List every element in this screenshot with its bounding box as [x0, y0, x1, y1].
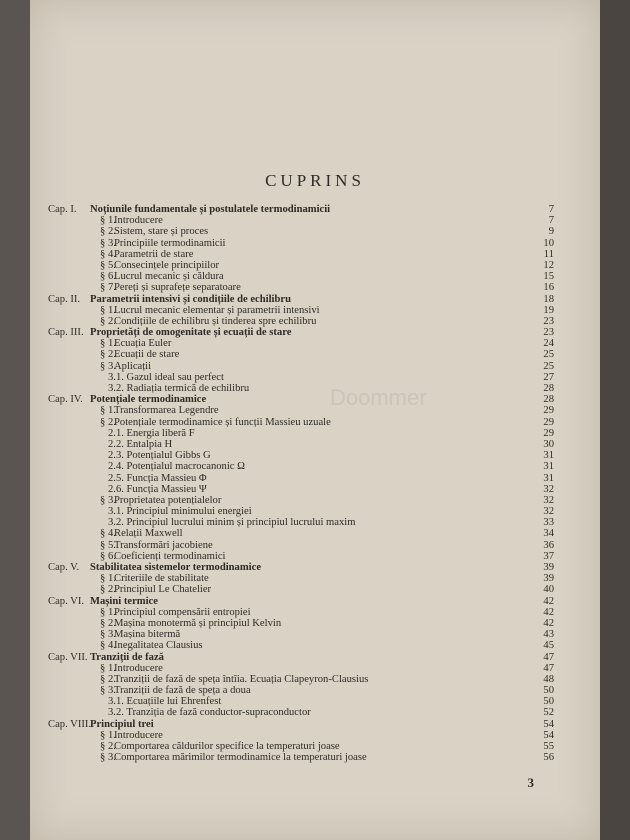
toc-entry — [48, 461, 554, 472]
toc-entry-page: 47 — [543, 651, 554, 663]
toc-entry-label: Cap. I. — [48, 204, 77, 215]
toc-entry-page: 54 — [543, 729, 554, 741]
toc-entry-label: Cap. VI. — [48, 595, 84, 607]
toc-entry-title: 3.2. Principiul lucrului minim și principiul lucrului maxim — [108, 517, 356, 529]
toc-entry-page: 37 — [543, 550, 554, 562]
toc-entry-label: Cap. VIII. — [48, 718, 92, 730]
toc-entry-page: 27 — [543, 371, 554, 383]
toc-entry-title: Mașini termice — [90, 595, 158, 607]
toc-entry — [48, 282, 554, 293]
toc-entry-page: 16 — [543, 282, 554, 294]
toc-entry — [48, 249, 554, 260]
toc-entry-label: § 2. — [100, 673, 116, 685]
toc-entry-label: § 4. — [100, 248, 116, 260]
toc-entry-title: Tranziții de fază de speța a doua — [114, 685, 251, 697]
toc-entry-page: 19 — [543, 304, 554, 316]
toc-entry-label: Cap. III. — [48, 327, 84, 339]
toc-entry — [48, 584, 554, 595]
toc-entry — [48, 696, 554, 707]
toc-entry — [48, 629, 554, 640]
toc-entry-page: 48 — [543, 673, 554, 685]
toc-entry-page: 34 — [543, 528, 554, 540]
watermark: Doommer — [330, 385, 427, 410]
toc-chapter — [48, 562, 554, 573]
toc-entry-page: 32 — [543, 483, 554, 495]
toc-entry-label: § 1. — [100, 573, 116, 585]
toc-entry — [48, 428, 554, 439]
toc-entry-page: 33 — [543, 517, 554, 529]
toc-entry — [48, 484, 554, 495]
toc-chapter — [48, 719, 554, 730]
toc-entry-page: 50 — [543, 696, 554, 708]
toc-entry-title: Mașina bitermă — [114, 629, 181, 641]
toc-entry-label: § 4. — [100, 528, 116, 540]
toc-entry-page: 42 — [543, 606, 554, 618]
toc-entry-title: Principiul trei — [90, 718, 154, 730]
toc-entry-title: Criteriile de stabilitate — [114, 573, 209, 585]
toc-entry-label: § 3. — [100, 685, 116, 697]
toc-entry-label: Cap. VII. — [48, 651, 88, 663]
toc-entry-title: Parametrii de stare — [114, 248, 194, 260]
toc-entry-title: Comportarea căldurilor specifice la temperaturi joase — [114, 741, 340, 752]
toc-entry-title: Condițiile de echilibru și tinderea spre echilibru — [114, 315, 317, 327]
toc-entry-title: Sistem, stare și proces — [114, 226, 209, 238]
toc-entry-page: 45 — [543, 640, 554, 652]
toc-entry-page: 40 — [543, 584, 554, 596]
toc-chapter — [48, 204, 554, 215]
toc-entry-title: 2.2. Entalpia H — [108, 438, 173, 450]
toc-entry — [48, 372, 554, 383]
toc-entry — [48, 260, 554, 271]
toc-entry-title: Coeficienți termodinamici — [114, 550, 226, 562]
toc-entry — [48, 338, 554, 349]
toc-entry-page: 23 — [543, 327, 554, 339]
toc-entry-page: 42 — [543, 617, 554, 629]
toc-entry-page: 29 — [543, 416, 554, 428]
toc-entry-title: Ecuații de stare — [114, 349, 180, 361]
toc-entry — [48, 528, 554, 539]
toc-entry — [48, 540, 554, 551]
toc-entry-page: 18 — [543, 293, 554, 305]
toc-entry-label: § 6. — [100, 271, 116, 283]
toc-entry-page: 56 — [543, 752, 554, 764]
toc-entry-title: Principiul compensării entropiei — [114, 606, 251, 618]
toc-entry — [48, 495, 554, 506]
toc-entry — [48, 383, 554, 394]
toc-entry-page: 15 — [543, 271, 554, 283]
toc-entry-page: 52 — [543, 707, 554, 719]
toc-entry-title: 2.3. Potențialul Gibbs G — [108, 450, 211, 462]
toc-entry-title: Tranziții de fază — [90, 651, 164, 663]
toc-entry-title: Ecuația Euler — [114, 338, 172, 350]
toc-entry — [48, 417, 554, 428]
toc-entry-title: Tranziții de fază de speța întîia. Ecuația Clapeyron-Clausius — [114, 673, 369, 685]
toc-entry-title: Principiul Le Chatelier — [114, 584, 212, 596]
toc-entry-label: § 4. — [100, 640, 116, 652]
toc-entry-label: § 3. — [100, 629, 116, 641]
toc-entry — [48, 640, 554, 651]
toc-entry-label: § 2. — [100, 617, 116, 629]
toc-entry-label: § 1. — [100, 338, 116, 350]
toc-entry — [48, 316, 554, 327]
toc-entry-page: 29 — [543, 427, 554, 439]
toc-entry-label: Cap. II. — [48, 293, 81, 305]
toc-entry-label: § 1. — [100, 662, 116, 674]
toc-entry-label: § 1. — [100, 215, 116, 227]
toc-chapter — [48, 596, 554, 607]
toc-entry-page: 28 — [543, 383, 554, 394]
toc-entry-label: § 2. — [100, 584, 116, 596]
toc-entry — [48, 752, 554, 763]
toc-entry-title: Proprietatea potențialelor — [114, 494, 222, 506]
toc-entry-label: Cap. IV. — [48, 394, 83, 406]
toc-entry — [48, 607, 554, 618]
toc-entry-page: 31 — [543, 461, 554, 473]
toc-entry-label: § 3. — [100, 752, 116, 764]
toc-entry-title: Parametrii intensivi și condițiile de echilibru — [90, 293, 291, 305]
toc-entry-page: 25 — [543, 349, 554, 361]
toc-entry — [48, 663, 554, 674]
book-page — [30, 0, 600, 840]
toc-entry-page: 7 — [548, 204, 554, 215]
toc-entry — [48, 506, 554, 517]
toc-entry-label: § 3. — [100, 237, 116, 249]
table-of-contents — [48, 204, 554, 763]
page-title: CUPRINS — [265, 171, 365, 190]
toc-entry-title: 3.1. Ecuațiile lui Ehrenfest — [108, 696, 222, 708]
toc-entry-page: 39 — [543, 573, 554, 585]
toc-entry-page: 9 — [548, 226, 554, 238]
toc-entry-title: Aplicații — [114, 360, 152, 372]
toc-entry — [48, 707, 554, 718]
toc-entry-title: 3.2. Tranziția de fază conductor-supraconductor — [108, 707, 311, 719]
toc-entry-label: Cap. V. — [48, 562, 80, 573]
toc-entry-title: Introducere — [114, 662, 163, 674]
toc-entry-title: Consecințele principiilor — [114, 259, 220, 271]
toc-entry — [48, 226, 554, 237]
toc-entry — [48, 305, 554, 316]
toc-entry — [48, 361, 554, 372]
toc-entry — [48, 349, 554, 360]
toc-entry-page: 32 — [543, 506, 554, 518]
toc-entry — [48, 439, 554, 450]
toc-entry-page: 31 — [543, 450, 554, 462]
toc-entry-title: Proprietăți de omogenitate și ecuații de stare — [90, 327, 292, 339]
toc-entry-page: 43 — [543, 629, 554, 641]
toc-entry — [48, 551, 554, 562]
toc-entry-title: Stabilitatea sistemelor termodinamice — [90, 562, 262, 573]
toc-entry-label: § 2. — [100, 349, 116, 361]
toc-entry-label: § 5. — [100, 539, 116, 551]
toc-entry-title: Lucrul mecanic elementar și parametrii intensivi — [114, 304, 320, 316]
toc-entry — [48, 685, 554, 696]
toc-entry — [48, 618, 554, 629]
toc-entry-page: 54 — [543, 718, 554, 730]
toc-entry-label: § 1. — [100, 606, 116, 618]
toc-entry-title: Potențiale termodinamice — [90, 394, 207, 406]
toc-entry — [48, 573, 554, 584]
toc-entry-page: 7 — [548, 215, 554, 227]
toc-entry-label: § 2. — [100, 416, 116, 428]
toc-entry — [48, 450, 554, 461]
toc-entry-page: 12 — [543, 259, 554, 271]
toc-entry-page: 39 — [543, 562, 554, 573]
toc-entry-title: Introducere — [114, 729, 163, 741]
toc-entry-label: § 7. — [100, 282, 116, 294]
toc-entry — [48, 730, 554, 741]
toc-entry-page: 31 — [543, 472, 554, 484]
toc-entry-title: Introducere — [114, 215, 163, 227]
toc-entry — [48, 517, 554, 528]
toc-entry-page: 42 — [543, 595, 554, 607]
toc-chapter — [48, 652, 554, 663]
background-strip — [600, 0, 630, 840]
toc-entry-page: 24 — [543, 338, 554, 350]
toc-entry — [48, 271, 554, 282]
toc-entry-title: 2.5. Funcția Massieu Φ — [108, 472, 207, 484]
toc-entry-title: Potențiale termodinamice și funcții Massieu uzuale — [114, 416, 331, 428]
toc-entry — [48, 473, 554, 484]
toc-entry — [48, 405, 554, 416]
toc-entry-title: Principiile termodinamicii — [114, 237, 226, 249]
toc-entry-title: 2.1. Energia liberă F — [108, 427, 195, 439]
toc-entry-title: 3.1. Principiul minimului energiei — [108, 506, 252, 518]
toc-entry-title: Relații Maxwell — [114, 528, 183, 540]
toc-entry-title: 2.4. Potențialul macrocanonic Ω — [108, 461, 246, 473]
toc-entry — [48, 215, 554, 226]
toc-entry — [48, 741, 554, 752]
toc-entry-title: Lucrul mecanic și căldura — [114, 271, 224, 283]
toc-entry-title: Comportarea mărimilor termodinamice la temperaturi joase — [114, 752, 367, 764]
toc-entry-page: 50 — [543, 685, 554, 697]
toc-entry-page: 29 — [543, 405, 554, 417]
toc-entry-label: § 3. — [100, 494, 116, 506]
toc-entry-label: § 1. — [100, 729, 116, 741]
toc-entry-label: § 2. — [100, 315, 116, 327]
toc-entry-label: § 5. — [100, 259, 116, 271]
toc-entry-page: 47 — [543, 662, 554, 674]
toc-entry-title: Mașina monotermă și principiul Kelvin — [114, 617, 282, 629]
toc-chapter — [48, 294, 554, 305]
toc-entry-title: 3.1. Gazul ideal sau perfect — [108, 371, 224, 383]
toc-entry-title: 3.2. Radiația termică de echilibru — [108, 383, 250, 394]
toc-entry-page: 25 — [543, 360, 554, 372]
toc-entry-label: § 3. — [100, 360, 116, 372]
toc-entry-title: Noțiunile fundamentale și postulatele termodinamicii — [90, 204, 331, 215]
toc-entry — [48, 238, 554, 249]
toc-entry-page: 55 — [543, 741, 554, 752]
toc-entry-title: Transformarea Legendre — [114, 405, 219, 417]
toc-entry-page: 32 — [543, 494, 554, 506]
toc-entry — [48, 674, 554, 685]
toc-chapter — [48, 327, 554, 338]
toc-entry-page: 30 — [543, 438, 554, 450]
toc-entry-label: § 1. — [100, 405, 116, 417]
toc-entry-label: § 2. — [100, 741, 116, 752]
page-number: 3 — [527, 775, 534, 790]
toc-entry-page: 36 — [543, 539, 554, 551]
toc-entry-label: § 2. — [100, 226, 116, 238]
toc-entry-title: Pereți și suprafețe separatoare — [114, 282, 241, 294]
toc-entry-title: 2.6. Funcția Massieu Ψ — [108, 483, 207, 495]
toc-chapter — [48, 394, 554, 405]
toc-entry-page: 10 — [543, 237, 554, 249]
toc-entry-label: § 1. — [100, 304, 116, 316]
toc-entry-title: Inegalitatea Clausius — [114, 640, 203, 652]
toc-entry-title: Transformări jacobiene — [114, 539, 213, 551]
toc-entry-label: § 6. — [100, 550, 116, 562]
toc-entry-page: 11 — [543, 248, 554, 260]
toc-entry-page: 23 — [543, 315, 554, 327]
toc-entry-page: 28 — [543, 394, 554, 406]
